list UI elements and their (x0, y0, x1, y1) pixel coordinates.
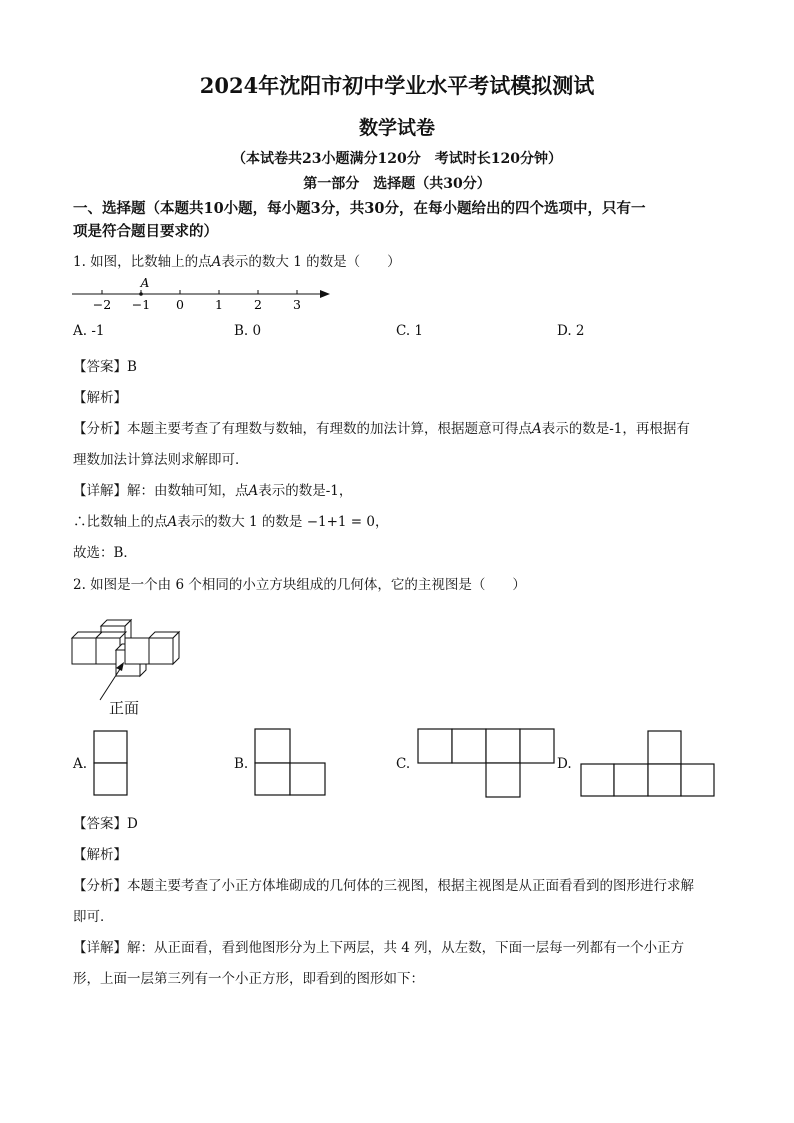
square (614, 764, 648, 796)
number-line-tick-label: 0 (176, 297, 184, 312)
q1-stem-var: A (211, 254, 222, 270)
square (94, 763, 127, 795)
part-heading: 第一部分 选择题（共30分） (303, 176, 491, 192)
square (648, 731, 681, 764)
exam-info: （本试卷共23小题满分120分 考试时长120分钟） (232, 151, 562, 167)
q1-jiexi: 【解析】 (73, 390, 127, 406)
q2-option-b-figure (253, 727, 327, 797)
cube-face (72, 638, 96, 664)
q2-option-c-label: C. (396, 756, 411, 772)
point-a-label: A (140, 276, 150, 290)
number-line-tick-label: −2 (92, 297, 112, 312)
q1-answer: 【答案】B (73, 359, 137, 375)
square (581, 764, 614, 796)
q1-conclusion: 故选：B． (73, 545, 137, 561)
square (418, 729, 452, 763)
q2-stem: 2. 如图是一个由 6 个相同的小立方块组成的几何体，它的主视图是（ ） (73, 577, 526, 593)
q1-stem (73, 250, 401, 270)
square (486, 763, 520, 797)
number-line-ticks (93, 290, 301, 312)
q2-jiexi: 【解析】 (73, 847, 127, 863)
q1-detail-line2 (73, 510, 389, 530)
number-line-tick-label: 3 (293, 297, 301, 312)
front-arrow (100, 666, 122, 700)
point-a-dot (139, 292, 143, 296)
square (681, 764, 714, 796)
q1-detail-line1 (73, 479, 352, 499)
square (290, 763, 325, 795)
cube-face (149, 638, 173, 664)
square (648, 764, 681, 796)
q1-analysis-line2: 理数加法计算法则求解即可． (73, 452, 249, 468)
number-line-tick-label: 1 (215, 297, 223, 312)
q1-stem-suffix: 表示的数大 1 的数是（ ） (221, 254, 401, 270)
q1-number-line (68, 274, 338, 314)
q2-answer: 【答案】D (73, 816, 138, 832)
cube-side (173, 632, 179, 664)
q1-detail2-prefix: ∴比数轴上的点 (73, 514, 168, 530)
q2-option-a-figure (92, 729, 130, 797)
square (255, 729, 290, 763)
square (452, 729, 486, 763)
q1-detail2-var: A (167, 514, 178, 530)
front-label: 正面 (109, 699, 140, 717)
cube-face (125, 638, 149, 664)
q1-analysis-var: A (532, 421, 542, 437)
square (255, 763, 290, 795)
q2-option-d-label: D. (557, 756, 572, 772)
q1-option-a: A. -1 (73, 323, 105, 339)
q1-detail1-suffix: 表示的数是-1， (258, 483, 353, 499)
q2-detail-line1: 【详解】解：从正面看，看到他图形分为上下两层，共 4 列，从左数，下面一层每一列都有一个小正方 (73, 940, 685, 956)
q2-option-d-figure (579, 729, 717, 799)
cube-top (96, 632, 126, 638)
cube-top (101, 620, 131, 626)
q1-analysis-prefix: 【分析】本题主要考查了有理数与数轴，有理数的加法计算，根据题意可得点 (73, 421, 532, 437)
q1-analysis-line1 (73, 417, 690, 437)
q1-detail1-prefix: 【详解】解：由数轴可知，点 (73, 483, 249, 499)
q1-option-c: C. 1 (396, 323, 424, 339)
number-line-tick-label: −1 (131, 297, 151, 312)
page-title: 2024年沈阳市初中学业水平考试模拟测试 (199, 73, 595, 98)
q2-option-b-label: B. (234, 756, 249, 772)
q1-option-d: D. 2 (557, 323, 585, 339)
square (520, 729, 554, 763)
q1-detail2-suffix: 表示的数大 1 的数是 −1+1 = 0， (177, 514, 389, 530)
q2-option-a-label: A. (73, 756, 88, 772)
section-heading-line2: 项是符合题目要求的） (73, 223, 218, 240)
page-subtitle: 数学试卷 (358, 117, 435, 139)
q2-analysis-line2: 即可． (73, 909, 114, 925)
section-heading-line1: 一、选择题（本题共10小题，每小题3分，共30分，在每小题给出的四个选项中，只有一 (73, 200, 646, 217)
q2-detail-line2: 形，上面一层第三列有一个小正方形，即看到的图形如下： (73, 971, 424, 987)
q2-analysis-line1: 【分析】本题主要考查了小正方体堆砌成的几何体的三视图，根据主视图是从正面看看到的图形进行求解 (73, 878, 694, 894)
number-line-arrow (320, 290, 330, 298)
q1-detail1-var: A (248, 483, 259, 499)
number-line-tick-label: 2 (254, 297, 262, 312)
q2-option-c-figure (416, 727, 558, 799)
q1-analysis-suffix: 表示的数是-1，再根据有 (541, 421, 690, 437)
q1-stem-prefix: 1. 如图，比数轴上的点 (73, 254, 212, 270)
square (94, 731, 127, 763)
q1-option-b: B. 0 (234, 323, 262, 339)
square (486, 729, 520, 763)
